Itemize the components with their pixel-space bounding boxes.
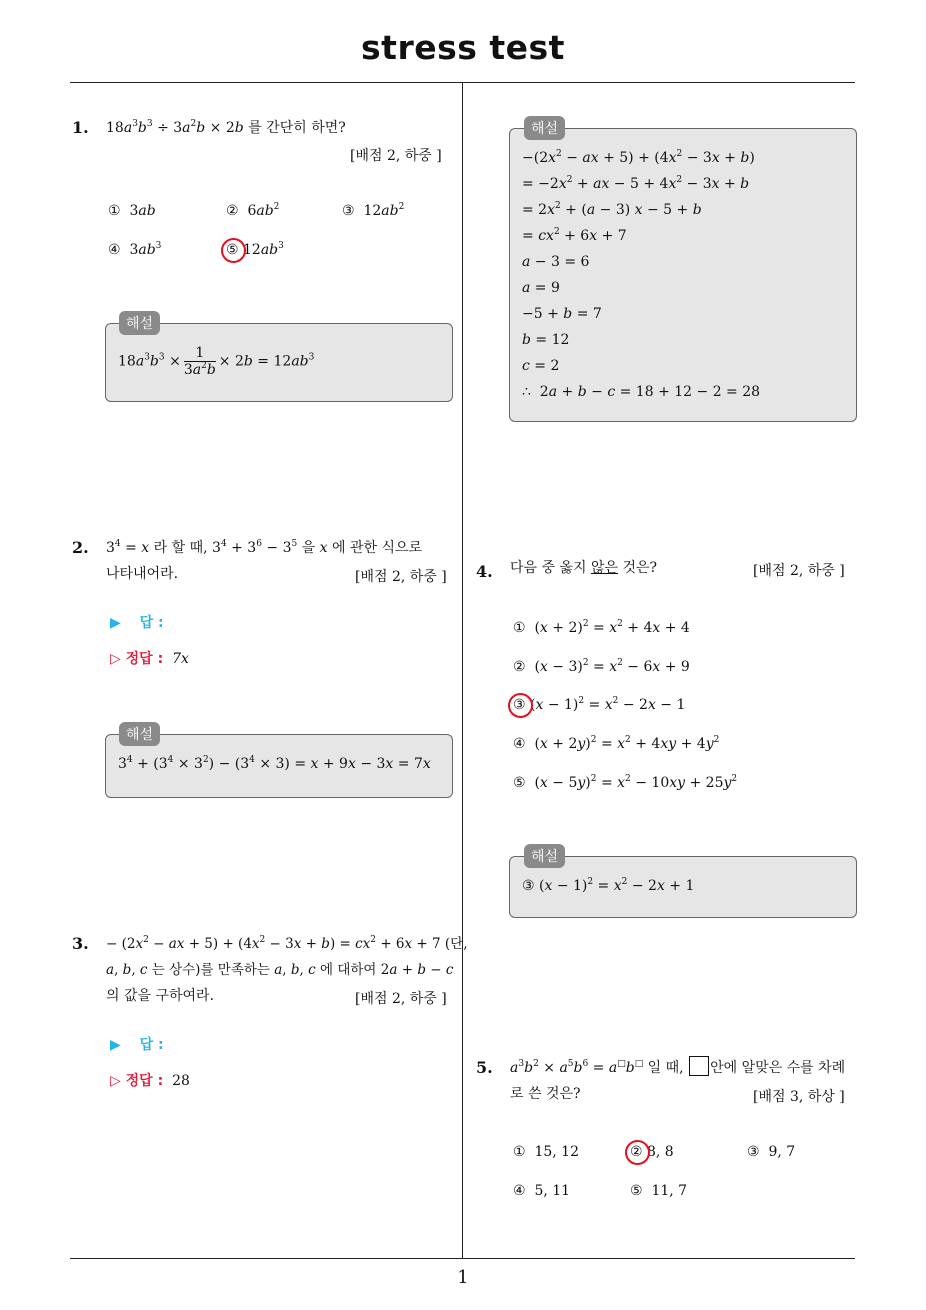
q2-correct-label: 정답 : (125, 651, 164, 667)
q2-correct-value: 7x (172, 651, 189, 667)
question-2-number: 2. (72, 538, 89, 557)
q2-answer-label: 답 : (139, 615, 164, 631)
q2-solution-tag: 해설 (119, 722, 160, 746)
page-title: stress test (361, 28, 565, 67)
q3-solution-line-10: ∴ 2a + b − c = 18 + 12 − 2 = 28 (522, 384, 761, 400)
answer-arrow-icon: ▶ (110, 1037, 121, 1053)
q4-choice-2[interactable]: ② $(x - 3)^2 = x^2 - 6x + 9$ (513, 658, 690, 675)
q5-choice-3[interactable]: ③ 9, 7 (747, 1144, 796, 1160)
q1-selected-mark (221, 238, 246, 263)
question-3-text-line3: 의 값을 구하여라. (106, 988, 215, 1004)
q5-choice-1[interactable]: ① 15, 12 (513, 1144, 579, 1160)
q4-text-underlined: 않은 (590, 560, 619, 576)
q2-correct-row (110, 648, 189, 668)
q5-choice-4[interactable]: ④ 5, 11 (513, 1183, 571, 1199)
correct-arrow-icon: ▷ (110, 651, 121, 667)
q3-answer-label: 답 : (139, 1037, 164, 1053)
question-5-number: 5. (476, 1058, 493, 1077)
q4-text-a: 다음 중 옳지 (510, 560, 591, 576)
page-number: 1 (457, 1267, 469, 1288)
question-2-meta: [배점 2, 하중 ] (355, 569, 447, 585)
blank-box (689, 1056, 709, 1076)
column-divider (462, 83, 463, 1259)
q3-solution-line-8: b = 12 (522, 332, 570, 348)
q1-choice-5[interactable]: ⑤ $12ab^3$ (226, 241, 284, 258)
q1-choice-4[interactable]: ④ $3ab^3$ (108, 241, 162, 258)
question-5-text: $a^3b^2 \times a^5b^6 = a^□b^□$ 일 때, 안에 알맞은 수를 차례 (510, 1054, 845, 1082)
q4-choice-4[interactable]: ④ $(x + 2y)^2 = x^2 + 4xy + 4y^2$ (513, 735, 720, 752)
q2-answer-row[interactable] (110, 612, 164, 632)
answer-arrow-icon: ▶ (110, 615, 121, 631)
q3-solution-line-2: = $-2x^2$ + ax − $5 + 4x^2 - 3x + b$ (522, 175, 750, 192)
question-2-text-line2: 나타내어라. (106, 566, 179, 582)
q3-solution-line-6: a = 9 (522, 280, 560, 296)
question-4-number: 4. (476, 562, 493, 581)
q1-solution-text: $18a^3b^3$ × $\frac{1}{3a^2b}$ × $2b = 12ab^3$ (118, 345, 315, 378)
q3-correct-label: 정답 : (125, 1073, 164, 1089)
q3-correct-value: 28 (172, 1073, 190, 1089)
question-4-text (510, 554, 657, 582)
question-5-meta: [배점 3, 하상 ] (753, 1089, 845, 1105)
q4-choice-5[interactable]: ⑤ $(x - 5y)^2 = x^2 - 10xy + 25y^2$ (513, 774, 738, 791)
footer-rule (70, 1258, 855, 1259)
q4-text-b: 것은? (618, 560, 658, 576)
q3-solution-line-3: = $2x^2 + (a - 3) x - 5 + b$ (522, 201, 702, 218)
question-5-text-line2: 로 쓴 것은? (510, 1086, 581, 1102)
q1-choice-2[interactable]: ② $6ab^2$ (226, 202, 280, 219)
q3-solution-line-7: −5 + b = 7 (522, 306, 602, 322)
q5-choice-2[interactable]: ② 8, 8 (630, 1144, 674, 1160)
q2-solution-text: $3^4 + (3^4 \times 3^2) - (3^4 \times 3) = x + 9x - 3x = 7x$ (118, 755, 431, 772)
q4-choice-3[interactable]: ③ $(x - 1)^2 = x^2 - 2x - 1$ (513, 696, 686, 713)
q1-solution-tag: 해설 (119, 311, 160, 335)
question-4-meta: [배점 2, 하중 ] (753, 563, 845, 579)
question-1-number: 1. (72, 118, 89, 137)
q3-solution-box (509, 128, 857, 422)
question-1-meta: [배점 2, 하중 ] (350, 148, 442, 164)
q3-solution-line-9: c = 2 (522, 358, 560, 374)
q3-answer-row[interactable] (110, 1034, 164, 1054)
question-3-meta: [배점 2, 하중 ] (355, 991, 447, 1007)
q4-selected-mark (508, 693, 533, 718)
question-1-text: $18a^3b^3 \div 3a^2b \times 2b$ 를 간단히 하면? (106, 119, 346, 136)
q4-choice-1[interactable]: ① $(x + 2)^2 = x^2 + 4x + 4$ (513, 619, 690, 636)
q4-solution-tag: 해설 (524, 844, 565, 868)
q4-solution-text: ③ $(x - 1)^2 = x^2 - 2x + 1$ (522, 877, 695, 894)
q5-choice-5[interactable]: ⑤ 11, 7 (630, 1183, 688, 1199)
q1-choice-1[interactable]: ① 3ab (108, 203, 156, 219)
q3-solution-line-1: $-(2x^2$ − ax + $5) + (4x^2 - 3x + b)$ (522, 149, 755, 166)
question-3-number: 3. (72, 934, 89, 953)
q1-choice-3[interactable]: ③ $12ab^2$ (342, 202, 405, 219)
q3-solution-line-5: a − 3 = 6 (522, 254, 590, 270)
q3-solution-line-4: = $cx^2 + 6x + 7$ (522, 227, 627, 244)
question-2-text: $3^4 = x$ 라 할 때, $3^4 + 3^6 - 3^5$ 을 x 에 관한 식으로 (106, 539, 423, 556)
question-3-text: − ($2x^2$ − ax + $5) + (4x^2 - 3x + b) = cx^2 + 6x + 7$ (단, (106, 935, 468, 952)
q5-selected-mark (625, 1140, 650, 1165)
q3-solution-tag: 해설 (524, 116, 565, 140)
q3-correct-row (110, 1070, 190, 1090)
correct-arrow-icon: ▷ (110, 1073, 121, 1089)
question-3-text-line2: a, b, c 는 상수)를 만족하는 a, b, c 에 대하여 2a + b − c (106, 962, 454, 978)
